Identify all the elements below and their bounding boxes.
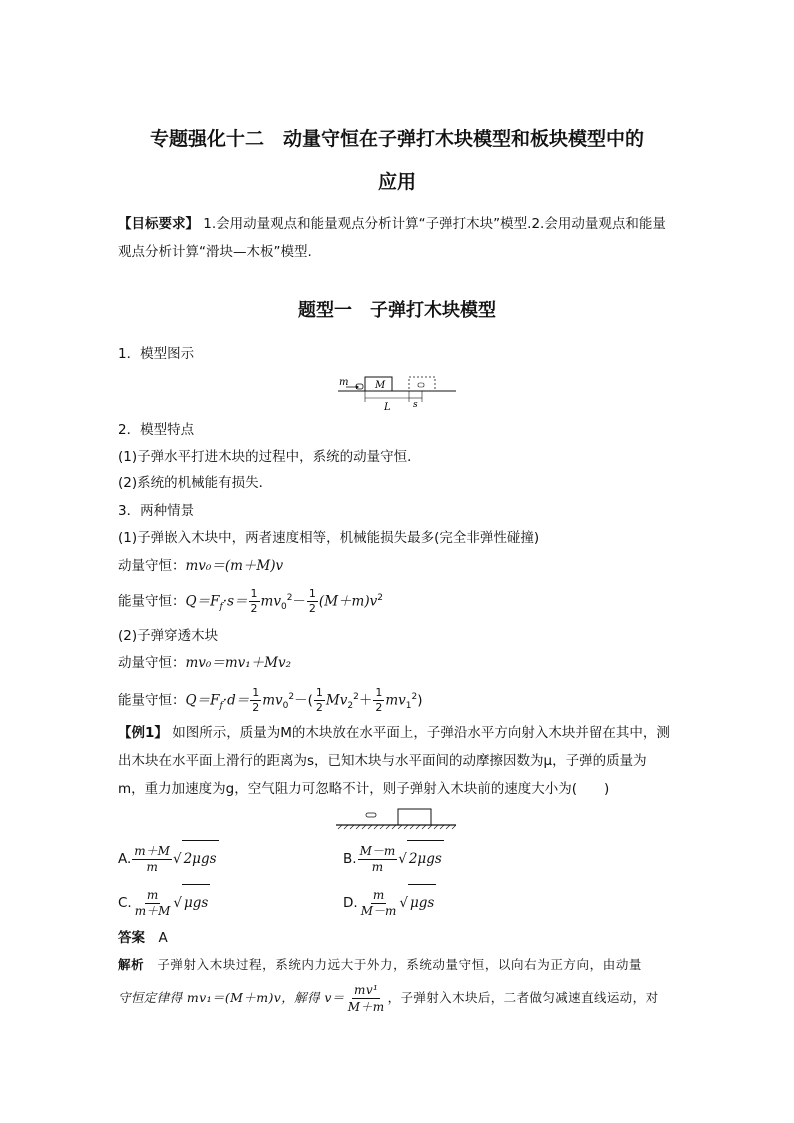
eq4-mid: ·d＝ <box>222 692 250 709</box>
answer-value: A <box>158 930 168 946</box>
case2-text: (2)子弹穿透木块 <box>118 628 219 644</box>
diagram-label-m: m <box>339 377 349 388</box>
option-d-root: μgs <box>408 884 436 921</box>
bullet-shape <box>366 813 376 817</box>
half-fraction: $\frac{1}{2}$ <box>315 686 323 714</box>
eq2-line: 能量守恒：$Q=F_f\cdot s=$ $\frac{1}{2}$ $mv_0^2-$ $\frac{1}{2}$ $(M+m)v^2$ <box>118 587 383 615</box>
eq1: mv₀＝(m＋M)v <box>185 558 284 574</box>
analysis-label: 解析 <box>118 957 145 972</box>
half-fraction: $\frac{1}{2}$ <box>375 686 383 714</box>
option-d-num: m <box>372 887 385 902</box>
analysis-text2a: 守恒定律得 mv₁＝(M＋m)v，解得 v＝ <box>118 990 345 1005</box>
example-text1: 如图所示，质量为M的木块放在水平面上，子弹沿水平方向射入木块并留在其中，测 <box>172 725 670 741</box>
goals-line1 <box>118 215 666 233</box>
momentum-label-2: 动量守恒： <box>118 655 186 671</box>
diagram-label-L: L <box>384 402 391 413</box>
option-a-num: m＋M <box>134 843 170 858</box>
page-title-line2: 应用 <box>377 171 416 193</box>
momentum-label: 动量守恒： <box>118 558 186 574</box>
item2-label: 2．模型特点 <box>118 422 195 438</box>
energy-label-1: 能量守恒： <box>118 593 186 610</box>
diagram-label-s: s <box>413 400 418 410</box>
option-c[interactable]: C. $\frac{m}{m+M}$ √ μgs <box>118 884 210 920</box>
option-a-root: 2μgs <box>182 840 219 877</box>
option-a[interactable]: A. $\frac{m+M}{m}$ √ 2μgs <box>118 840 219 876</box>
eq3: mv₀＝mv₁＋Mv₂ <box>185 655 292 671</box>
example-text2: 出木块在水平面上滑行的距离为s，已知木块与水平面间的动摩擦因数为μ，子弹的质量为 <box>118 753 647 769</box>
goals-text1: 1.会用动量观点和能量观点分析计算“子弹打木块”模型.2.会用动量观点和能量 <box>203 216 666 232</box>
option-b-den: m <box>371 859 384 874</box>
option-c-root: μgs <box>182 884 210 921</box>
half-fraction: $\frac{1}{2}$ <box>250 587 258 615</box>
analysis-text1: 子弹射入木块过程，系统内力远大于外力，系统动量守恒，以向右为正方向，由动量 <box>157 957 643 972</box>
option-b-num: M－m <box>359 843 396 858</box>
answer-line <box>118 929 168 947</box>
answer-label: 答案 <box>118 930 145 946</box>
example-label: 【例1】 <box>118 725 168 741</box>
example-text3: m，重力加速度为g，空气阻力可忽略不计，则子弹射入木块前的速度大小为( ) <box>118 781 610 797</box>
block-moved-shape <box>409 377 435 391</box>
item2-p2: (2)系统的机械能有损失． <box>118 475 273 491</box>
option-d-den: M－m <box>360 903 397 918</box>
eq4-line: 能量守恒：$Q=F_f\cdot d=$ $\frac{1}{2}$ $mv_0^2-$( $\frac{1}{2}$ $Mv_2^2+$ $\frac{1}{2}$ $mv_1^2$) <box>118 686 423 714</box>
item1-label: 1．模型图示 <box>118 346 195 362</box>
analysis-frac-num: mv¹ <box>354 983 379 997</box>
example-diagram <box>334 806 458 832</box>
bullet-block-diagram <box>334 370 458 414</box>
option-c-num: m <box>146 887 159 902</box>
case1-text: (1)子弹嵌入木块中，两者速度相等，机械能损失最多(完全非弹性碰撞) <box>118 530 540 546</box>
item3-label: 3．两种情景 <box>118 503 195 519</box>
eq2-f-sub: f <box>219 602 223 613</box>
example-line1 <box>118 724 670 742</box>
diagram-label-M: M <box>375 380 386 391</box>
half-fraction: $\frac{1}{2}$ <box>252 686 260 714</box>
analysis-line2 <box>118 976 658 1020</box>
analysis-frac-den: M＋m <box>347 1000 385 1014</box>
goals-text2: 观点分析计算“滑块—木板”模型. <box>118 244 312 260</box>
eq2-mid: ·s＝ <box>222 593 248 610</box>
eq3-line <box>118 654 291 672</box>
option-d[interactable]: D. $\frac{m}{M-m}$ √ μgs <box>343 884 436 920</box>
energy-label-2: 能量守恒： <box>118 692 186 709</box>
half-fraction: $\frac{1}{2}$ <box>308 587 316 615</box>
block-shape <box>398 809 431 825</box>
analysis-line1 <box>118 956 642 974</box>
eq4-start: Q＝F <box>185 692 220 709</box>
option-c-den: m＋M <box>134 903 171 918</box>
option-a-den: m <box>146 859 158 874</box>
goals-label: 【目标要求】 <box>118 216 199 232</box>
eq1-line <box>118 557 283 575</box>
item2-p1: (1)子弹水平打进木块的过程中，系统的动量守恒． <box>118 449 421 465</box>
page-title-line1: 专题强化十二 动量守恒在子弹打木块模型和板块模型中的 <box>149 128 644 150</box>
option-b[interactable]: B. $\frac{M-m}{m}$ √ 2μgs <box>343 840 444 876</box>
section-heading: 题型一 子弹打木块模型 <box>298 300 496 321</box>
option-b-root: 2μgs <box>407 840 444 877</box>
analysis-text2b: ，子弹射入木块后，二者做匀减速直线运动，对 <box>387 990 659 1005</box>
eq2-start: Q＝F <box>185 593 220 610</box>
eq4-f-sub: f <box>219 701 223 712</box>
